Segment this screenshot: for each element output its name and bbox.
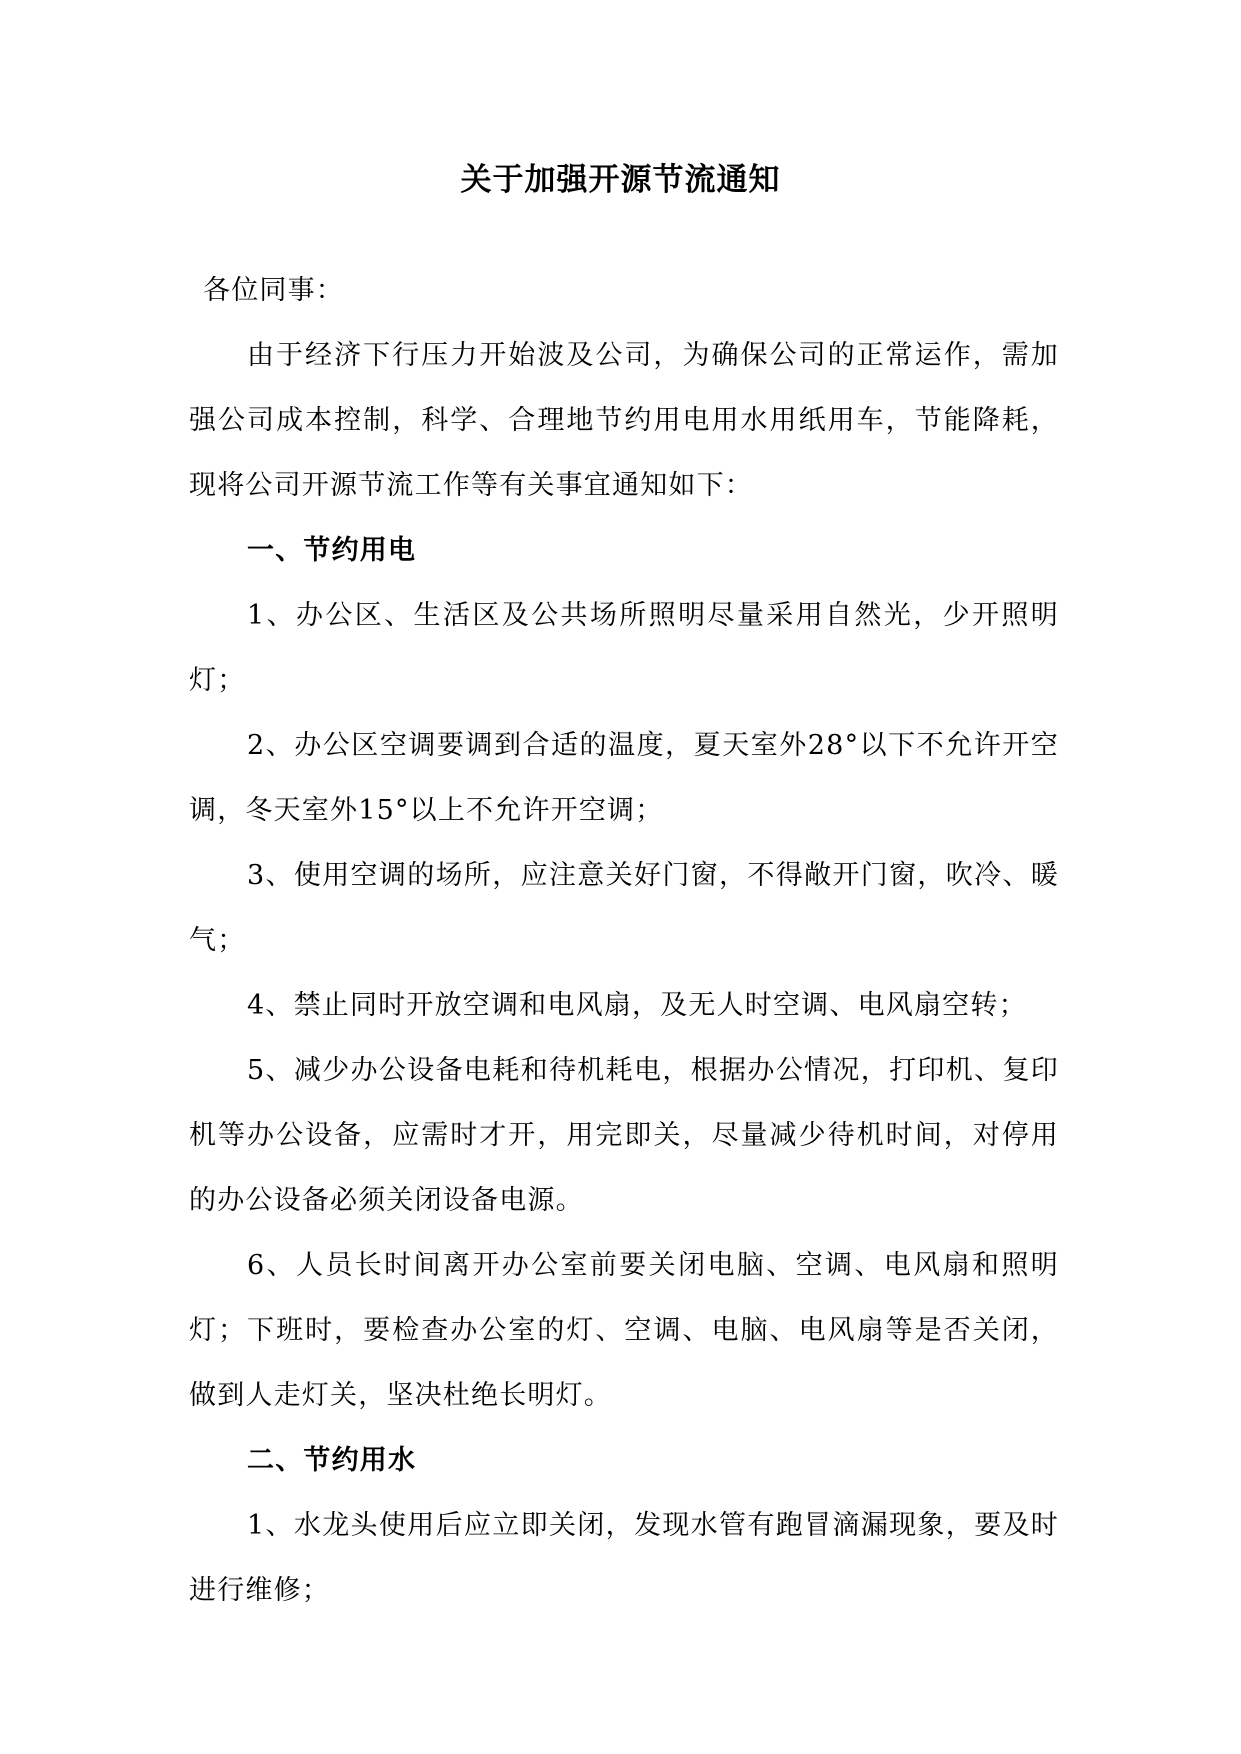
- electricity-item-1: 1、办公区、生活区及公共场所照明尽量采用自然光，少开照明灯；: [189, 600, 1059, 696]
- water-item-1: 1、水龙头使用后应立即关闭，发现水管有跑冒滴漏现象，要及时进行维修；: [189, 1510, 1059, 1606]
- section-heading-electricity: 一、节约用电: [247, 535, 417, 566]
- salutation: 各位同事：: [203, 275, 344, 306]
- intro-paragraph: 由于经济下行压力开始波及公司，为确保公司的正常运作，需加强公司成本控制，科学、合理地节约用电用水用纸用车，节能降耗，现将公司开源节流工作等有关事宜通知如下：: [189, 340, 1059, 501]
- electricity-item-4: 4、禁止同时开放空调和电风扇，及无人时空调、电风扇空转；: [247, 990, 1027, 1021]
- document-title: 关于加强开源节流通知: [460, 162, 781, 198]
- electricity-item-5: 5、减少办公设备电耗和待机耗电，根据办公情况，打印机、复印机等办公设备，应需时才开，用完即关，尽量减少待机时间，对停用的办公设备必须关闭设备电源。: [189, 1055, 1059, 1216]
- electricity-item-6: 6、人员长时间离开办公室前要关闭电脑、空调、电风扇和照明灯；下班时，要检查办公室的灯、空调、电脑、电风扇等是否关闭，做到人走灯关，坚决杜绝长明灯。: [189, 1250, 1059, 1411]
- electricity-item-3: 3、使用空调的场所，应注意关好门窗，不得敞开门窗，吹冷、暖气；: [189, 860, 1059, 956]
- section-heading-water: 二、节约用水: [247, 1445, 417, 1476]
- document-body: [189, 258, 1059, 1623]
- electricity-item-2: 2、办公区空调要调到合适的温度，夏天室外28°以下不允许开空调，冬天室外15°以上不允许开空调；: [189, 730, 1059, 826]
